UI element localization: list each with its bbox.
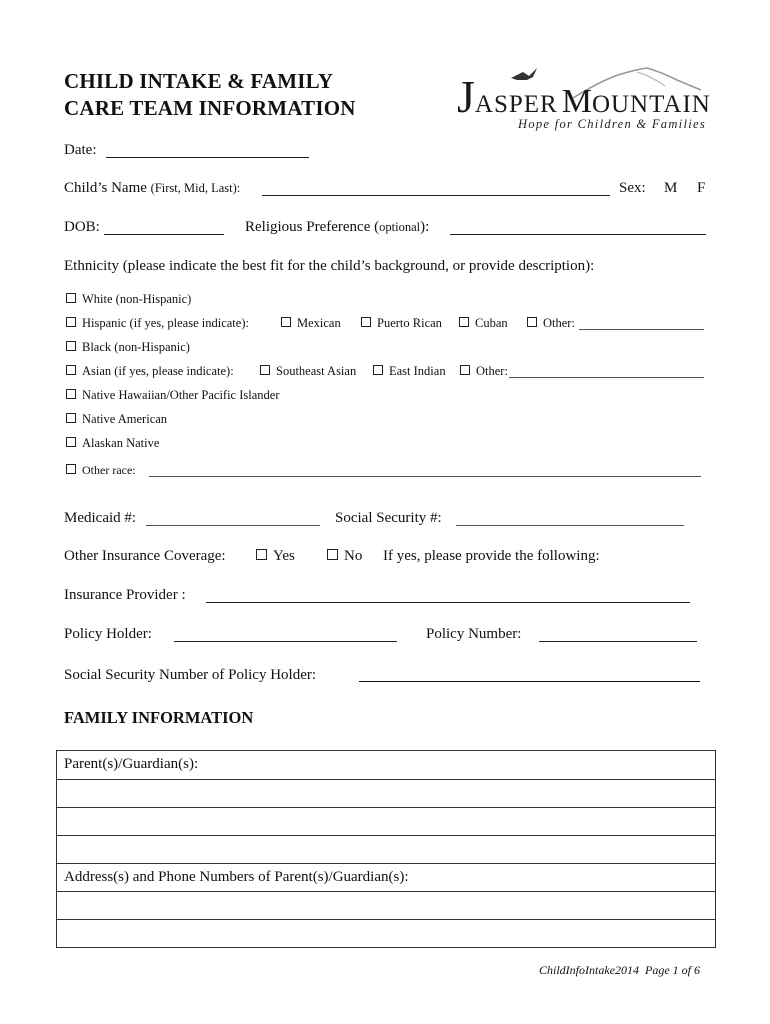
cuban-label: Cuban <box>475 316 508 330</box>
southeast-asian-checkbox[interactable] <box>260 365 270 375</box>
ethnicity-row-hispanic <box>66 316 249 331</box>
family-info-table <box>56 750 716 948</box>
ssn-label: Social Security #: <box>335 510 442 526</box>
address-label: Address(s) and Phone Numbers of Parent(s)/Guardian(s): <box>64 869 409 885</box>
puerto-rican-checkbox[interactable] <box>361 317 371 327</box>
mexican-label: Mexican <box>297 316 341 330</box>
ssn-field[interactable] <box>456 525 684 526</box>
ssn-holder-field[interactable] <box>359 681 700 682</box>
if-yes-instructions: If yes, please provide the following: <box>383 548 600 564</box>
black-checkbox[interactable] <box>66 341 76 351</box>
hispanic-label: Hispanic (if yes, please indicate): <box>82 316 249 330</box>
east-indian-label: East Indian <box>389 364 446 378</box>
family-info-heading: FAMILY INFORMATION <box>64 708 254 727</box>
coverage-no-label: No <box>344 548 363 564</box>
religion-label-text: Religious Preference ( <box>245 219 380 235</box>
parents-label-row <box>57 751 715 779</box>
logo-word-asper: ASPER <box>474 91 558 118</box>
provider-label: Insurance Provider : <box>64 587 186 603</box>
child-name-field[interactable] <box>262 195 610 196</box>
hispanic-other-checkbox[interactable] <box>527 317 537 327</box>
parents-entry-row-3[interactable] <box>57 835 715 863</box>
other-race-field[interactable] <box>149 476 701 477</box>
ethnicity-row-asian <box>66 364 234 379</box>
southeast-asian-label: Southeast Asian <box>276 364 357 378</box>
coverage-no-option <box>327 548 362 565</box>
hawaiian-label: Native Hawaiian/Other Pacific Islander <box>82 388 280 402</box>
medicaid-field[interactable] <box>146 525 320 526</box>
ethnicity-row-alaskan <box>66 436 159 451</box>
cuban-option <box>459 316 508 331</box>
ethnicity-row-hawaiian <box>66 388 280 403</box>
child-name-hint: (First, Mid, Last): <box>150 181 241 195</box>
medicaid-label: Medicaid #: <box>64 510 137 526</box>
ethnicity-row-black <box>66 340 190 355</box>
parents-entry-row-2[interactable] <box>57 807 715 835</box>
coverage-yes-option <box>256 548 295 565</box>
dob-label: DOB: <box>64 219 100 235</box>
parents-label: Parent(s)/Guardian(s): <box>64 756 199 772</box>
ethnicity-row-native-american <box>66 412 167 427</box>
sex-label: Sex: <box>619 180 646 196</box>
date-label: Date: <box>64 142 97 158</box>
coverage-yes-checkbox[interactable] <box>256 549 267 560</box>
east-indian-checkbox[interactable] <box>373 365 383 375</box>
child-name-label-text: Child’s Name <box>64 180 147 196</box>
other-race-checkbox[interactable] <box>66 464 76 474</box>
dob-field[interactable] <box>104 234 224 235</box>
other-coverage-label: Other Insurance Coverage: <box>64 548 226 564</box>
ethnicity-row-other-race <box>66 463 136 478</box>
puerto-rican-option <box>361 316 442 331</box>
asian-checkbox[interactable] <box>66 365 76 375</box>
asian-other-checkbox[interactable] <box>460 365 470 375</box>
hispanic-other-field[interactable] <box>579 329 704 330</box>
ssn-holder-label: Social Security Number of Policy Holder: <box>64 667 317 683</box>
policy-number-label: Policy Number: <box>426 626 522 642</box>
logo-tagline: Hope for Children & Families <box>518 117 707 131</box>
logo-letter-j: J <box>457 71 475 122</box>
footer-page-number: Page 1 of 6 <box>644 963 700 977</box>
east-indian-option <box>373 364 446 379</box>
hispanic-checkbox[interactable] <box>66 317 76 327</box>
coverage-no-checkbox[interactable] <box>327 549 338 560</box>
other-race-label: Other race: <box>82 463 136 477</box>
ethnicity-prompt: Ethnicity (please indicate the best fit for the child’s background, or provide description): <box>64 258 595 274</box>
asian-other-label: Other: <box>476 364 508 378</box>
white-label: White (non-Hispanic) <box>82 292 192 306</box>
address-entry-row-2[interactable] <box>57 919 715 947</box>
parents-entry-row-1[interactable] <box>57 779 715 807</box>
puerto-rican-label: Puerto Rican <box>377 316 442 330</box>
address-label-row <box>57 863 715 891</box>
white-checkbox[interactable] <box>66 293 76 303</box>
ethnicity-row-white <box>66 292 191 307</box>
asian-label: Asian (if yes, please indicate): <box>82 364 234 378</box>
black-label: Black (non-Hispanic) <box>82 340 190 354</box>
policy-number-field[interactable] <box>539 641 697 642</box>
form-title-line1: CHILD INTAKE & FAMILY <box>64 69 334 93</box>
mexican-checkbox[interactable] <box>281 317 291 327</box>
hispanic-other-option <box>527 316 575 331</box>
policy-holder-field[interactable] <box>174 641 397 642</box>
asian-other-field[interactable] <box>509 377 704 378</box>
date-field[interactable] <box>106 157 309 158</box>
provider-field[interactable] <box>206 602 690 603</box>
page-footer <box>539 963 700 978</box>
address-entry-row-1[interactable] <box>57 891 715 919</box>
form-title-line2: CARE TEAM INFORMATION <box>64 96 356 120</box>
logo-word-ountain: OUNTAIN <box>591 91 711 118</box>
religion-label-close: ): <box>420 219 430 235</box>
native-american-checkbox[interactable] <box>66 413 76 423</box>
religion-label <box>245 219 429 236</box>
hawaiian-checkbox[interactable] <box>66 389 76 399</box>
cuban-checkbox[interactable] <box>459 317 469 327</box>
alaskan-label: Alaskan Native <box>82 436 160 450</box>
mexican-option <box>281 316 341 331</box>
religion-hint: optional <box>379 220 421 234</box>
logo-letter-m: M <box>561 83 592 120</box>
policy-holder-label: Policy Holder: <box>64 626 152 642</box>
child-name-label <box>64 180 240 197</box>
native-american-label: Native American <box>82 412 168 426</box>
religion-field[interactable] <box>450 234 706 235</box>
sex-option-f[interactable]: F <box>697 180 706 196</box>
hispanic-other-label: Other: <box>543 316 575 330</box>
southeast-asian-option <box>260 364 356 379</box>
alaskan-checkbox[interactable] <box>66 437 76 447</box>
asian-other-option <box>460 364 508 379</box>
coverage-yes-label: Yes <box>273 548 295 564</box>
footer-doc-id: ChildInfoIntake2014 <box>539 963 639 977</box>
sex-option-m[interactable]: M <box>664 180 678 196</box>
jasper-mountain-logo <box>455 60 715 140</box>
